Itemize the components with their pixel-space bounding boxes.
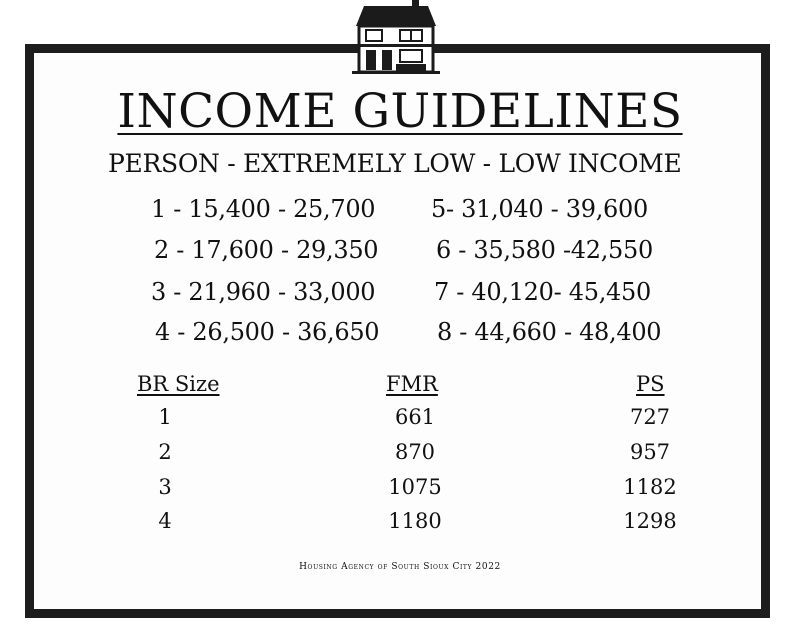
income-row: 2 - 17,600 - 29,350 (154, 236, 379, 264)
income-row: 8 - 44,660 - 48,400 (437, 318, 662, 346)
income-row: 1 - 15,400 - 25,700 (151, 195, 376, 223)
income-row: 7 - 40,120- 45,450 (434, 278, 651, 306)
table-cell-br-size: 4 (158, 509, 172, 533)
table-cell-ps: 1182 (623, 475, 677, 499)
column-header-fmr: FMR (386, 372, 438, 396)
income-row: 4 - 26,500 - 36,650 (155, 318, 380, 346)
income-row: 3 - 21,960 - 33,000 (151, 278, 376, 306)
page-title: INCOME GUIDELINES (117, 84, 683, 139)
income-row: 6 - 35,580 -42,550 (436, 236, 653, 264)
table-cell-br-size: 3 (158, 475, 172, 499)
footer-agency: Housing Agency of South Sioux City 2022 (299, 562, 501, 572)
house-icon (350, 0, 442, 74)
table-cell-ps: 1298 (623, 509, 677, 533)
table-cell-fmr: 1075 (388, 475, 442, 499)
table-cell-br-size: 1 (158, 405, 172, 429)
table-cell-ps: 957 (629, 440, 671, 464)
table-cell-ps: 727 (629, 405, 671, 429)
table-cell-fmr: 870 (394, 440, 436, 464)
income-row: 5- 31,040 - 39,600 (431, 195, 648, 223)
column-header-br-size: BR Size (137, 372, 220, 396)
table-cell-fmr: 1180 (388, 509, 442, 533)
income-table-header: PERSON - EXTREMELY LOW - LOW INCOME (108, 149, 682, 178)
table-cell-br-size: 2 (158, 440, 172, 464)
table-cell-fmr: 661 (394, 405, 436, 429)
column-header-ps: PS (636, 372, 665, 396)
